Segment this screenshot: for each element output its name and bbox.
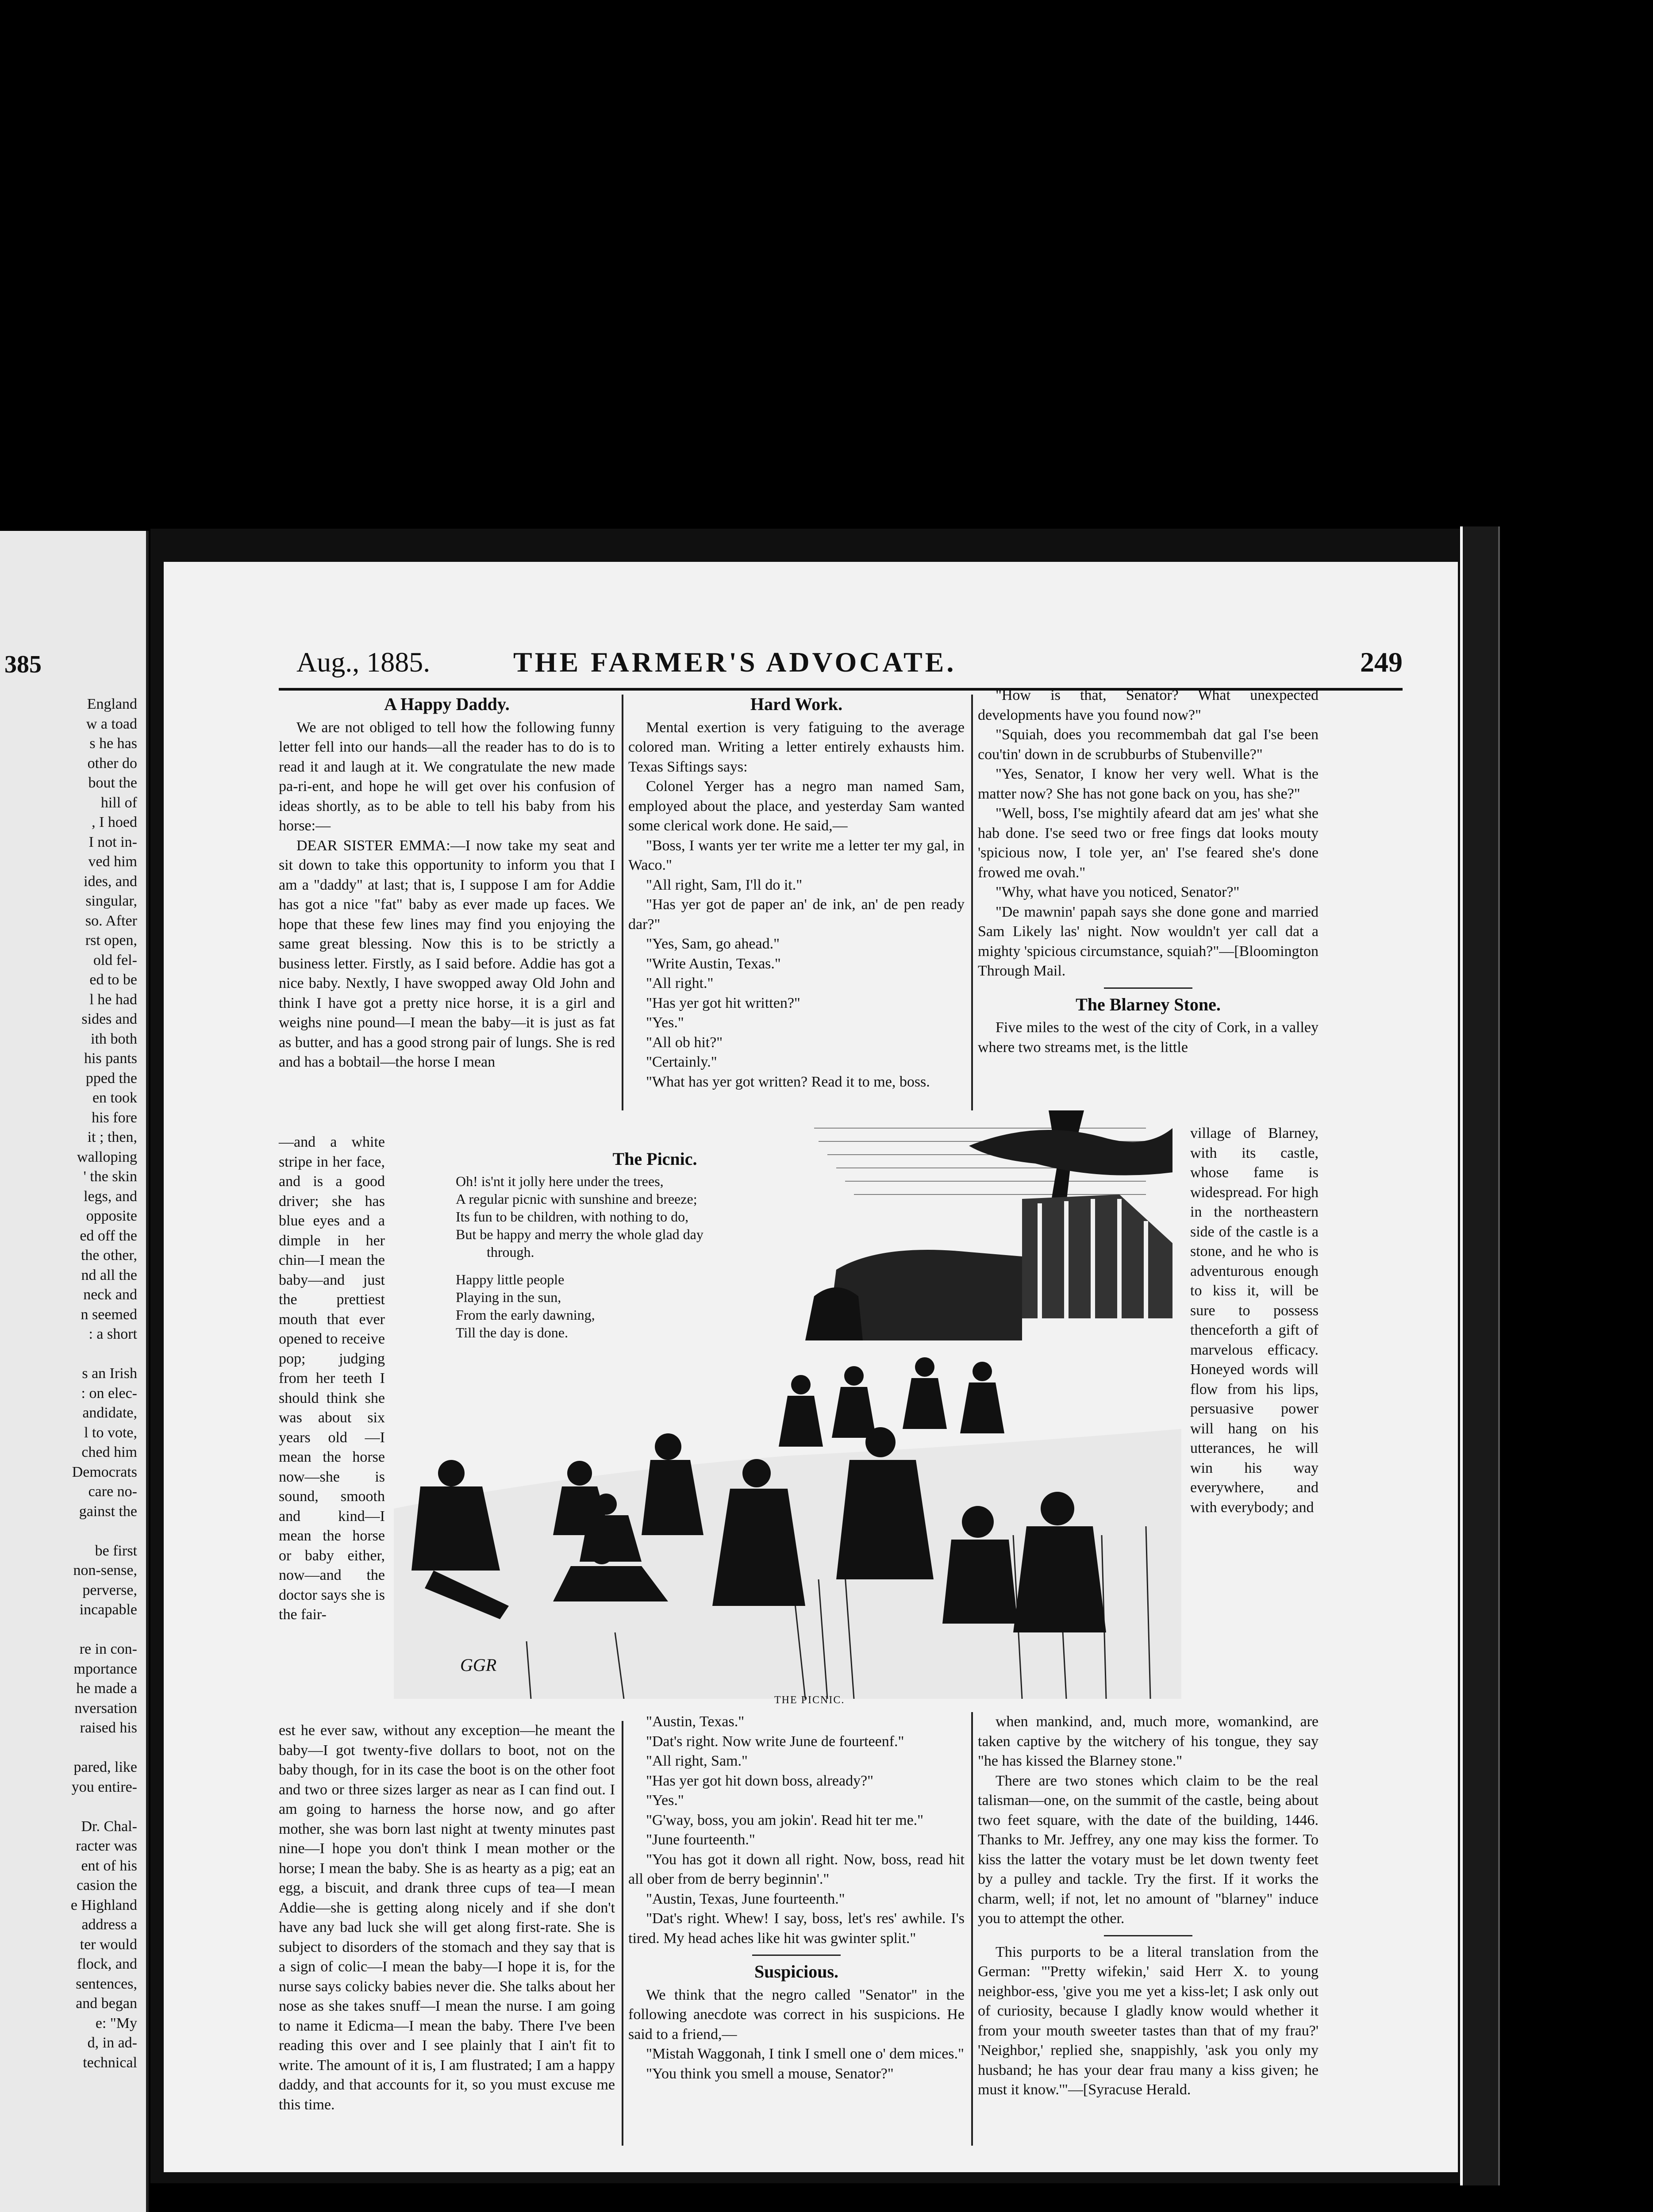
article-paragraph: We are not obliged to tell how the following funny letter fell into our hands—all the reader has to do is to read it and laugh at it. We congratulate the new made pa-ri-ent, and hope he will get over his confusion of ideas shortly, as to be able to tell his baby from his horse:— bbox=[279, 719, 615, 834]
article-paragraph: "Has yer got hit down boss, already?" bbox=[646, 1772, 874, 1789]
artist-signature: GGR bbox=[460, 1655, 497, 1675]
left-page-line: ved him bbox=[88, 853, 137, 870]
left-page-line: his fore bbox=[92, 1109, 137, 1126]
left-page-line: ched him bbox=[81, 1444, 137, 1460]
left-page-line: d, in ad- bbox=[87, 2035, 137, 2051]
header-page-number: 249 bbox=[1360, 646, 1403, 678]
left-page-line: ith both bbox=[91, 1030, 137, 1047]
left-page-line: : on elec- bbox=[81, 1385, 137, 1402]
left-page-line: flock, and bbox=[77, 1956, 137, 1972]
header-date: Aug., 1885. bbox=[296, 646, 431, 678]
left-page-line: racter was bbox=[76, 1838, 137, 1854]
article-paragraph: "Dat's right. Now write June de fourteenf." bbox=[646, 1733, 904, 1750]
left-page-line: l he had bbox=[89, 991, 137, 1008]
newspaper-page bbox=[164, 562, 1458, 2172]
poem-line: From the early dawning, bbox=[456, 1307, 595, 1323]
article-paragraph: "Squiah, does you recommembah dat gal I'se been cou'tin' down in de scrubburbs of Stubenville?" bbox=[978, 726, 1319, 763]
left-page-line: legs, and bbox=[84, 1188, 137, 1205]
left-page-line: ides, and bbox=[84, 873, 137, 890]
article-paragraph: "June fourteenth." bbox=[646, 1832, 755, 1848]
left-page-line: l to vote, bbox=[84, 1424, 137, 1441]
left-page-number: 385 bbox=[4, 651, 42, 678]
left-page-line: ' the skin bbox=[83, 1168, 137, 1185]
left-page-line: gainst the bbox=[79, 1503, 137, 1520]
left-page-line: n seemed bbox=[81, 1306, 137, 1323]
column-rule bbox=[971, 695, 973, 1110]
left-page-line: e Highland bbox=[70, 1897, 137, 1913]
article-paragraph: village of Blarney, with its castle, whose fame is widespread. For high in the northeastern side of the castle is a stone, and he who is adventurous enough to kiss it, will be sure to possess thenceforth a gift of marvelous efficacy. Honeyed words will flow from his lips, persuasive power will hang on his utterances, he will win his way everywhere, and with everybody; and bbox=[1190, 1125, 1319, 1516]
left-page-line: you entire- bbox=[71, 1778, 137, 1795]
left-page-line: singular, bbox=[85, 893, 137, 909]
article-paragraph: est he ever saw, without any exception—he meant the baby—I got twenty-five dollars to boot, not on the baby though, for in its case the boot is on the other foot and two or three sizes larger as near as I can find out. I am going to harness the horse now, and go after mother, she was born last night at twenty minutes past nine—I hope you don't think I mean mother or the horse; I mean the baby. She is as hearty as a pig; eat an egg, a biscuit, and drank three cups of tea—I mean Addie—she is getting along nicely and if she don't have any bad luck she will get along first-rate. She is subject to disorders of the stomach and they say that is a sign of colic—I mean the baby—I hope it is, for the nurse says colicky babies never die. She talks about her nose as she takes snuff—I mean the nurse. I am going to name it Edicma—I mean the baby. There I've been reading this over and I see plainly that I ain't fit to write. The amount of it is, I am flustrated; I am a happy daddy, and that accounts for it, so you must excuse me this time. bbox=[279, 1722, 615, 2113]
article-paragraph: "Write Austin, Texas." bbox=[646, 955, 781, 972]
left-page-line: pped the bbox=[85, 1070, 137, 1087]
article-blarney-continued bbox=[978, 1712, 1319, 2100]
column-rule bbox=[971, 1712, 973, 2146]
article-title: Hard Work. bbox=[750, 694, 843, 714]
left-page-column bbox=[4, 695, 137, 2073]
article-paragraph: "Mistah Waggonah, I tink I smell one o' dem mices." bbox=[646, 2046, 964, 2062]
article-paragraph: Colonel Yerger has a negro man named Sam, employed about the place, and yesterday Sam wanted some clerical work done. He said,— bbox=[628, 778, 965, 834]
column-rule bbox=[622, 1721, 623, 2146]
article-blarney-narrow bbox=[1190, 1124, 1319, 1517]
article-paragraph: There are two stones which claim to be the real talisman—one, on the summit of the castle, being about two feet square, with the date of the building, 1446. Thanks to Mr. Jeffrey, any one may kiss the former. To kiss the latter the votary must be let down twenty feet by a pulley and tackle. Try the first. If it works the charm, well; if not, let no amount of "blarney" induce you to attempt the other. bbox=[978, 1772, 1319, 1927]
left-page-line: : a short bbox=[88, 1326, 137, 1342]
article-paragraph: "You think you smell a mouse, Senator?" bbox=[646, 2065, 894, 2082]
left-page-line: pared, like bbox=[73, 1759, 137, 1775]
article-paragraph: "Boss, I wants yer ter write me a letter ter my gal, in Waco." bbox=[628, 837, 965, 873]
left-page-line: technical bbox=[83, 2054, 137, 2071]
article-paragraph: —and a white stripe in her face, and is a good driver; she has blue eyes and a dimple in her chin—I mean the baby—and just the prettiest mouth that ever opened to receive pop; judging from her teeth I should think she was about six years old —I mean the horse now—she is sound, smooth and kind—I mean the horse or baby either, now—and the doctor says she is the fair- bbox=[279, 1134, 385, 1623]
left-page-line: hill of bbox=[100, 794, 137, 811]
left-page-line: casion the bbox=[77, 1877, 137, 1893]
left-page-line: I not in- bbox=[88, 833, 137, 850]
left-page-line: mportance bbox=[73, 1660, 137, 1677]
left-page-line: bout the bbox=[88, 775, 137, 791]
picnic-illustration bbox=[394, 1110, 1181, 1699]
left-page-line: s an Irish bbox=[82, 1365, 137, 1382]
article-paragraph: "Yes, Senator, I know her very well. What is the matter now? She has not gone back on you, has she?" bbox=[978, 766, 1319, 802]
article-paragraph: "All right." bbox=[646, 975, 714, 991]
article-paragraph: This purports to be a literal translation from the German: "'Pretty wifekin,' said Herr X. to young neighbor-ess, 'give you me yet a kiss-let; I ask only out of curiosity, because I gladly know would whether it from your mouth sweeter tastes than that of my frau?' 'Neighbor,' replied she, snappishly, 'ask you only my husband; he has your dear frau many a kiss given; he must it know.'"—[Syracuse Herald. bbox=[978, 1943, 1319, 2098]
article-paragraph: "Yes, Sam, go ahead." bbox=[646, 936, 780, 952]
article-paragraph: "You has got it down all right. Now, boss, read hit all ober from de berry beginnin'." bbox=[628, 1851, 965, 1887]
left-page-line: old fel- bbox=[93, 952, 137, 968]
article-paragraph: "Has yer got hit written?" bbox=[646, 995, 800, 1011]
left-page-line: neck and bbox=[83, 1286, 137, 1303]
section-divider bbox=[1104, 1935, 1192, 1936]
left-page-fragment bbox=[0, 531, 149, 2212]
left-page-line: address a bbox=[81, 1916, 137, 1933]
book-spine-edge bbox=[1460, 526, 1500, 2185]
article-happy-daddy-narrow bbox=[279, 1133, 385, 1625]
poem-line: Oh! is'nt it jolly here under the trees, bbox=[456, 1173, 664, 1189]
article-paragraph: "G'way, boss, you am jokin'. Read hit ter me." bbox=[646, 1812, 924, 1828]
left-page-line: his pants bbox=[84, 1050, 137, 1067]
left-page-line: care no- bbox=[88, 1483, 137, 1500]
article-paragraph: Five miles to the west of the city of Cork, in a valley where two streams met, is the little bbox=[978, 1019, 1319, 1056]
poem-line: A regular picnic with sunshine and breeze; bbox=[456, 1191, 697, 1207]
section-divider bbox=[752, 1955, 841, 1956]
left-page-line bbox=[4, 1521, 137, 1541]
left-page-line: Dr. Chal- bbox=[81, 1818, 137, 1835]
poem-line: Happy little people bbox=[456, 1271, 565, 1287]
left-page-line: the other, bbox=[81, 1247, 137, 1263]
left-page-line: re in con- bbox=[79, 1641, 137, 1657]
left-page-line: walloping bbox=[77, 1148, 137, 1165]
article-happy-daddy-end bbox=[279, 1721, 615, 2115]
left-page-line: w a toad bbox=[86, 715, 137, 732]
poem-line: But be happy and merry the whole glad day bbox=[456, 1226, 703, 1242]
article-paragraph: "All ob hit?" bbox=[646, 1034, 723, 1051]
picnic-poem bbox=[456, 1150, 854, 1341]
article-paragraph: "How is that, Senator? What unexpected developments have you found now?" bbox=[978, 687, 1319, 723]
left-page-line: nd all the bbox=[81, 1267, 137, 1283]
article-title: A Happy Daddy. bbox=[384, 694, 510, 714]
poem-line: Playing in the sun, bbox=[456, 1289, 561, 1305]
article-senator bbox=[978, 686, 1319, 1057]
column-rule bbox=[622, 695, 623, 1110]
header-title: THE FARMER'S ADVOCATE. bbox=[513, 646, 957, 678]
article-title: Suspicious. bbox=[754, 1962, 839, 1982]
article-paragraph: "Why, what have you noticed, Senator?" bbox=[996, 884, 1240, 900]
article-paragraph: "Well, boss, I'se mightily afeard dat am jes' what she hab done. I'se seed two or free fings dat looks mouty 'spicious now, I tole yer, an' I'se feared she's done frowed me ovah." bbox=[978, 805, 1319, 881]
poem-line: Till the day is done. bbox=[456, 1325, 568, 1340]
left-page-line bbox=[4, 1620, 137, 1640]
poem-line: through. bbox=[487, 1244, 534, 1260]
article-paragraph: "Has yer got de paper an' de ink, an' de pen ready dar?" bbox=[628, 896, 965, 933]
left-page-line: be first bbox=[95, 1542, 137, 1559]
left-page-line: so. After bbox=[85, 912, 137, 929]
left-page-line: ent of his bbox=[81, 1857, 137, 1874]
article-paragraph: when mankind, and, much more, womankind, are taken captive by the witchery of his tongue, they say "he has kissed the Blarney stone." bbox=[978, 1713, 1319, 1769]
left-page-line: , I hoed bbox=[92, 814, 137, 830]
section-divider bbox=[1104, 987, 1192, 989]
left-page-line: ed to be bbox=[89, 972, 137, 988]
article-paragraph: "Yes." bbox=[646, 1014, 684, 1031]
poem-title: The Picnic. bbox=[612, 1149, 697, 1169]
left-page-line: s he has bbox=[89, 735, 137, 752]
left-page-line: andidate, bbox=[82, 1405, 137, 1421]
left-page-line: ed off the bbox=[80, 1227, 137, 1244]
left-page-line: sentences, bbox=[76, 1975, 137, 1992]
left-page-line bbox=[4, 1738, 137, 1758]
left-page-line: en took bbox=[92, 1090, 137, 1106]
left-page-line: Democrats bbox=[72, 1463, 137, 1480]
article-happy-daddy bbox=[279, 695, 615, 1072]
poem-line: Its fun to be children, with nothing to do, bbox=[456, 1209, 689, 1225]
article-paragraph: "De mawnin' papah says she done gone and married Sam Likely las' night. Now wouldn't yer call dat a mighty 'spicious circumstance, squiah?"—[Bloomington Through Mail. bbox=[978, 903, 1319, 979]
article-paragraph: Mental exertion is very fatiguing to the average colored man. Writing a letter entirely exhausts him. Texas Siftings says: bbox=[628, 719, 965, 775]
article-paragraph: "What has yer got written? Read it to me, boss. bbox=[646, 1073, 930, 1090]
article-hard-work bbox=[628, 695, 965, 1092]
left-page-line: raised his bbox=[80, 1720, 137, 1736]
left-page-line bbox=[4, 1797, 137, 1817]
article-paragraph: "Dat's right. Whew! I say, boss, let's res' awhile. I's tired. My head aches like hit was gwinter split." bbox=[628, 1910, 965, 1947]
left-page-line: England bbox=[87, 696, 137, 712]
left-page-line: perverse, bbox=[82, 1582, 137, 1598]
article-paragraph: "All right, Sam, I'll do it." bbox=[646, 876, 803, 893]
left-page-line: non-sense, bbox=[73, 1562, 137, 1578]
left-page-line: it ; then, bbox=[87, 1129, 137, 1145]
article-paragraph: "All right, Sam." bbox=[646, 1753, 748, 1769]
article-paragraph: "Yes." bbox=[646, 1792, 684, 1809]
left-page-line: ter would bbox=[80, 1936, 137, 1953]
left-page-line: opposite bbox=[86, 1208, 137, 1224]
left-page-line: and began bbox=[76, 1995, 137, 2012]
left-page-line: nversation bbox=[74, 1700, 137, 1717]
left-page-line: incapable bbox=[79, 1601, 137, 1618]
article-paragraph: DEAR SISTER EMMA:—I now take my seat and sit down to take this opportunity to inform you that I am a "daddy" at last; that is, I suppose I am for Addie has got a nice "fat" baby as ever made up faces. We hope that these few lines may find you enjoying the same great blessing. Now this is to be strictly a business letter. Firstly, as I said before. Addie has got a nice baby. Nextly, I have swopped away Old John and think I have got a pretty nice horse, it is a girl and weighs nine pound—I mean the baby—it is just as fat as butter, and has a good strong pair of lungs. She is red and has a bobtail—the horse I mean bbox=[279, 837, 615, 1070]
illustration-caption: THE PICNIC. bbox=[774, 1694, 845, 1706]
article-paragraph: "Certainly." bbox=[646, 1054, 717, 1070]
page-header bbox=[296, 646, 1403, 686]
left-page-line: rst open, bbox=[85, 932, 137, 949]
left-page-line: he made a bbox=[76, 1680, 137, 1697]
left-page-line: other do bbox=[87, 755, 137, 772]
article-paragraph: "Austin, Texas." bbox=[646, 1713, 745, 1730]
article-title: The Blarney Stone. bbox=[1076, 994, 1221, 1014]
article-paragraph: We think that the negro called "Senator" in the following anecdote was correct in his suspicions. He said to a friend,— bbox=[628, 1986, 965, 2043]
article-hard-work-continued bbox=[628, 1712, 965, 2084]
article-paragraph: "Austin, Texas, June fourteenth." bbox=[646, 1890, 845, 1907]
left-page-line: sides and bbox=[81, 1011, 137, 1027]
left-page-line: e: "My bbox=[95, 2015, 137, 2032]
left-page-line bbox=[4, 1344, 137, 1364]
